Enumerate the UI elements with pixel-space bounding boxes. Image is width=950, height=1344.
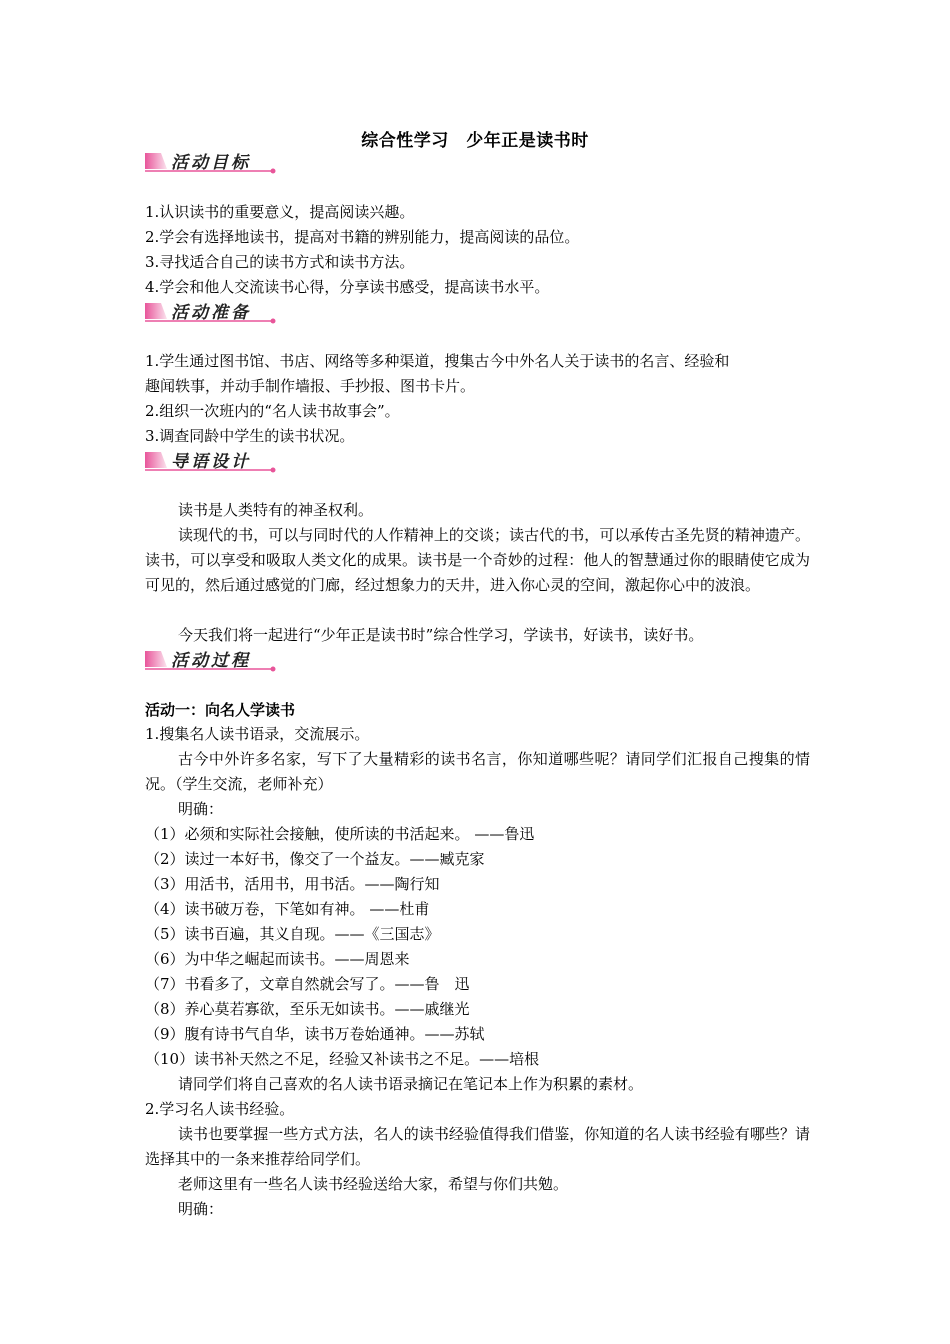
quote-item: （9）腹有诗书气自华，读书万卷始通神。——苏轼 — [145, 1025, 485, 1043]
activity-title: 活动一：向名人学读书 — [145, 701, 296, 719]
goal-item: 2.学会有选择地读书，提高对书籍的辨别能力，提高阅读的品位。 — [145, 228, 580, 246]
step-paragraph: 老师这里有一些名人读书经验送给大家，希望与你们共勉。 — [178, 1175, 569, 1193]
quote-item: （3）用活书，活用书，用书活。——陶行知 — [145, 875, 440, 893]
quote-item: （7）书看多了，文章自然就会写了。——鲁 迅 — [145, 975, 470, 993]
section-header-process — [143, 645, 279, 675]
section-heading: 活动过程 — [171, 651, 251, 671]
step-paragraph: 古今中外许多名家，写下了大量精彩的读书名言，你知道哪些呢？请同学们汇报自己搜集的情况。（学生交流，老师补充） — [145, 750, 810, 793]
step-paragraph: 读书也要掌握一些方式方法，名人的读书经验值得我们借鉴，你知道的名人读书经验有哪些？请选择其中的一条来推荐给同学们。 — [145, 1125, 810, 1168]
section-heading: 活动目标 — [171, 153, 251, 173]
section-heading: 活动准备 — [171, 303, 251, 323]
prep-item: 2.组织一次班内的“名人读书故事会”。 — [145, 402, 400, 420]
section-header-prep — [143, 297, 279, 327]
section-header-intro — [143, 446, 279, 476]
intro-paragraph: 读书是人类特有的神圣权利。 — [178, 501, 374, 519]
goal-item: 4.学会和他人交流读书心得，分享读书感受，提高读书水平。 — [145, 278, 550, 296]
intro-paragraph: 读现代的书，可以与同时代的人作精神上的交谈；读古代的书，可以承传古圣先贤的精神遗产。读书，可以享受和吸取人类文化的成果。读书是一个奇妙的过程：他人的智慧通过你的眼睛使它成为可见的，然后通过感觉的门廊，经过想象力的天井，进入你心灵的空间，激起你心中的波浪。 — [145, 526, 810, 594]
clarify-label: 明确： — [178, 1200, 224, 1218]
quote-item: （6）为中华之崛起而读书。——周恩来 — [145, 950, 410, 968]
quote-item: （1）必须和实际社会接触，使所读的书活起来。 ——鲁迅 — [145, 825, 535, 843]
goal-item: 1.认识读书的重要意义，提高阅读兴趣。 — [145, 203, 415, 221]
prep-item: 3.调查同龄中学生的读书状况。 — [145, 427, 355, 445]
quote-item: （5）读书百遍，其义自现。——《三国志》 — [145, 925, 440, 943]
step-heading: 1.搜集名人读书语录，交流展示。 — [145, 725, 370, 743]
quote-item: （8）养心莫若寡欲，至乐无如读书。——戚继光 — [145, 1000, 470, 1018]
page-title: 综合性学习 少年正是读书时 — [361, 131, 589, 151]
quote-item: （10）读书补天然之不足，经验又补读书之不足。——培根 — [145, 1050, 540, 1068]
prep-item: 1.学生通过图书馆、书店、网络等多种渠道，搜集古今中外名人关于读书的名言、经验和 — [145, 352, 730, 370]
prep-item: 趣闻轶事，并动手制作墙报、手抄报、图书卡片。 — [145, 377, 476, 395]
quote-item: （2）读过一本好书，像交了一个益友。——臧克家 — [145, 850, 485, 868]
quote-note: 请同学们将自己喜欢的名人读书语录摘记在笔记本上作为积累的素材。 — [178, 1075, 644, 1093]
section-header-goals — [143, 147, 279, 177]
goal-item: 3.寻找适合自己的读书方式和读书方法。 — [145, 253, 415, 271]
intro-paragraph: 今天我们将一起进行“少年正是读书时”综合性学习，学读书，好读书，读好书。 — [178, 626, 704, 644]
section-heading: 导语设计 — [171, 452, 251, 472]
clarify-label: 明确： — [178, 800, 224, 818]
step-heading: 2.学习名人读书经验。 — [145, 1100, 295, 1118]
quote-item: （4）读书破万卷，下笔如有神。 ——杜甫 — [145, 900, 430, 918]
